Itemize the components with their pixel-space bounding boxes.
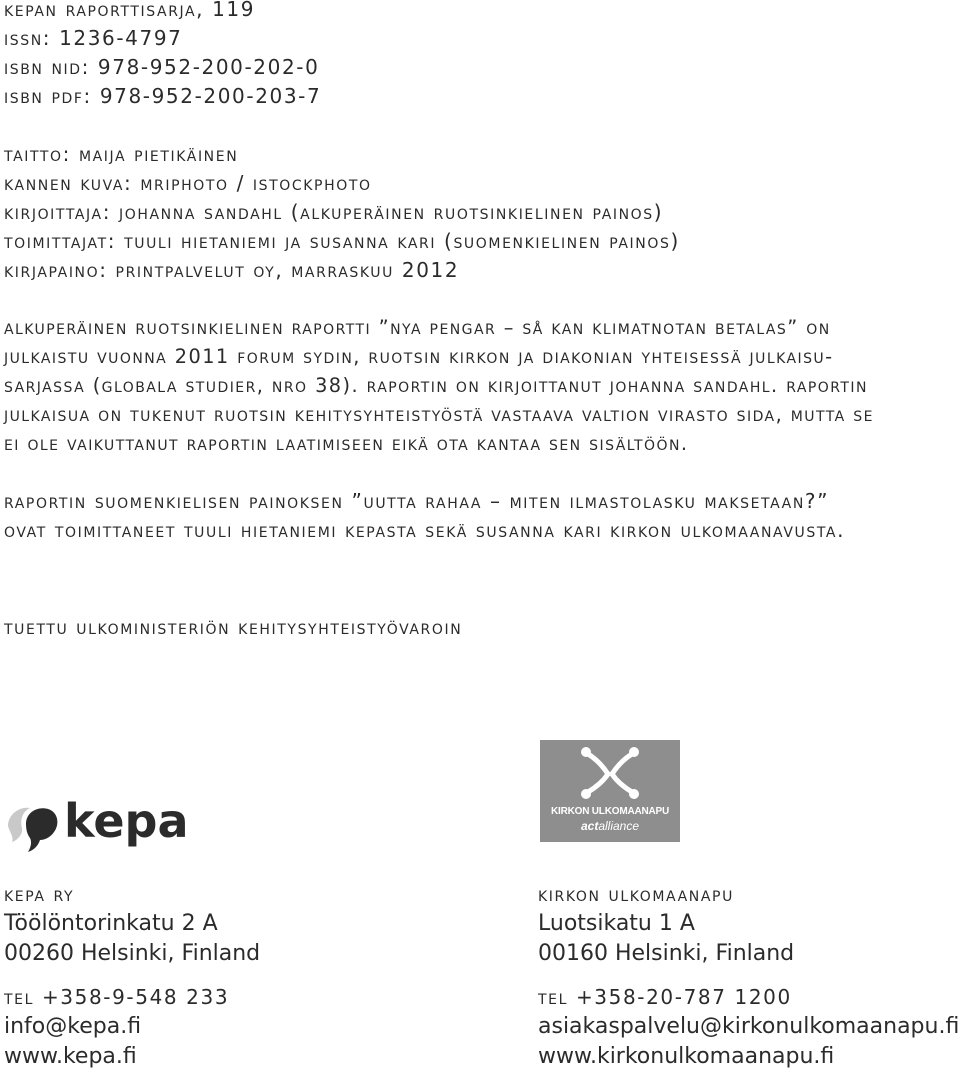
series-info bbox=[4, 0, 956, 111]
kepa-logo bbox=[4, 794, 189, 856]
about-line: ei ole vaikuttanut raportin laatimiseen eikä ota kantaa sen sisältöön. bbox=[4, 432, 689, 455]
alliance-text: alliance bbox=[598, 819, 640, 833]
org-name: kirkon ulkomaanapu bbox=[538, 882, 734, 906]
isbn-pdf: isbn pdf: 978-952-200-203-7 bbox=[4, 84, 322, 108]
finnish-line: ovat toimittaneet tuuli hietaniemi kepasta sekä susanna kari kirkon ulkomaanavusta. bbox=[4, 518, 846, 542]
about-line: alkuperäinen ruotsinkielinen raportti ”nya pengar – så kan klimatnotan betalas” on bbox=[4, 316, 831, 339]
finnish-line: raportin suomenkielisen painoksen ”uutta rahaa – miten ilmastolasku maksetaan?” bbox=[4, 489, 830, 513]
about-line: julkaistu vuonna 2011 forum sydin, ruotsin kirkon ja diakonian yhteisessä julkaisu- bbox=[4, 345, 834, 368]
funding-note bbox=[4, 613, 956, 642]
kepa-wordmark: kepa bbox=[64, 794, 189, 848]
website-link[interactable]: www.kirkonulkomaanapu.fi bbox=[538, 1044, 835, 1069]
email-link[interactable]: asiakaspalvelu@kirkonulkomaanapu.fi bbox=[538, 1014, 960, 1039]
street-address: Luotsikatu 1 A bbox=[538, 911, 695, 936]
act-text: act bbox=[580, 819, 599, 833]
website-link[interactable]: www.kepa.fi bbox=[4, 1044, 137, 1069]
original-report-note bbox=[4, 313, 956, 458]
issn: issn: 1236-4797 bbox=[4, 26, 183, 50]
telephone: tel +358-20-787 1200 bbox=[538, 985, 792, 1009]
credit-editors: toimittajat: tuuli hietaniemi ja susanna kari (suomenkielinen painos) bbox=[4, 229, 680, 253]
kirkon-logo-text: KIRKON ULKOMAANAPU bbox=[550, 806, 670, 817]
series-name: kepan raporttisarja, 119 bbox=[4, 0, 256, 21]
city-address: 00260 Helsinki, Finland bbox=[4, 941, 261, 966]
speech-bubbles-icon bbox=[4, 800, 62, 856]
org-name: kepa ry bbox=[4, 882, 75, 906]
street-address: Töölöntorinkatu 2 A bbox=[4, 911, 218, 936]
kepa-contact bbox=[4, 880, 260, 1072]
kirkon-ulkomaanapu-logo bbox=[540, 740, 680, 842]
telephone: tel +358-9-548 233 bbox=[4, 985, 230, 1009]
credit-layout: taitto: maija pietikäinen bbox=[4, 142, 239, 166]
kirkon-ulkomaanapu-contact bbox=[538, 880, 959, 1072]
city-address: 00160 Helsinki, Finland bbox=[538, 941, 795, 966]
about-line: sarjassa (globala studier, nro 38). raportin on kirjoittanut johanna sandahl. raportin bbox=[4, 374, 868, 397]
about-line: julkaisua on tukenut ruotsin kehitysyhteistyöstä vastaava valtion virasto sida, mutta se bbox=[4, 403, 874, 426]
credits bbox=[4, 140, 956, 285]
hands-icon bbox=[540, 740, 680, 804]
credit-cover-photo: kannen kuva: mriphoto / istockphoto bbox=[4, 171, 372, 195]
isbn-print: isbn nid: 978-952-200-202-0 bbox=[4, 55, 320, 79]
finnish-edition-note bbox=[4, 487, 956, 545]
credit-author: kirjoittaja: johanna sandahl (alkuperäinen ruotsinkielinen painos) bbox=[4, 200, 664, 224]
credit-printer: kirjapaino: printpalvelut oy, marraskuu 2012 bbox=[4, 258, 460, 282]
funding-text: tuettu ulkoministeriön kehitysyhteistyövaroin bbox=[4, 615, 463, 639]
email-link[interactable]: info@kepa.fi bbox=[4, 1014, 142, 1039]
actalliance-logo-text bbox=[540, 819, 680, 833]
